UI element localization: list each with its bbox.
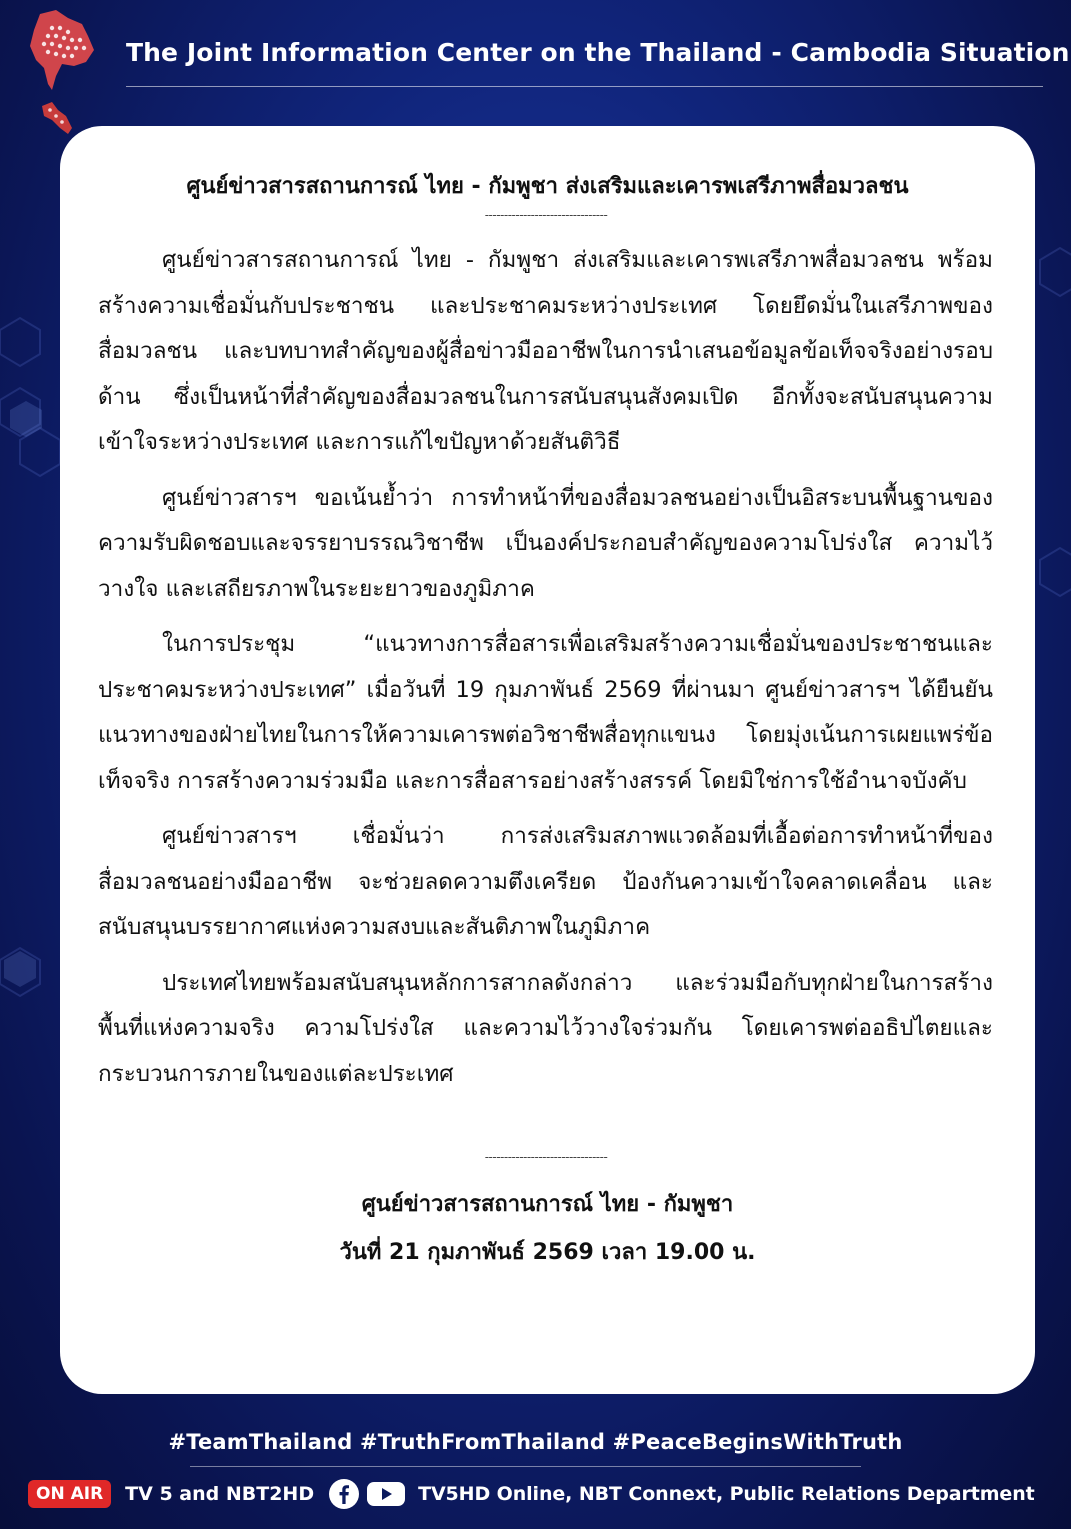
header-divider bbox=[126, 86, 1043, 87]
youtube-icon[interactable] bbox=[366, 1478, 406, 1510]
online-platforms: TV5HD Online, NBT Connext, Public Relations Department bbox=[418, 1483, 1035, 1505]
on-air-badge: ON AIR bbox=[28, 1480, 111, 1508]
tv-channels: TV 5 and NBT2HD bbox=[125, 1483, 315, 1505]
signature-name: ศูนย์ข่าวสารสถานการณ์ ไทย - กัมพูชา bbox=[361, 1192, 734, 1217]
thailand-map-logo-icon bbox=[22, 6, 102, 141]
paragraph-2: ศูนย์ข่าวสารฯ ขอเน้นย้ำว่า การทำหน้าที่ของสื่อมวลชนอย่างเป็นอิสระบนพื้นฐานของความรับผิดชอบและจรรยาบรรณวิชาชีพ เป็นองค์ประกอบสำคัญของความโปร่งใส ความไว้วางใจ และเสถียรภาพในระยะยาวของภูมิภาค bbox=[98, 484, 993, 602]
document-body bbox=[98, 238, 993, 1107]
hashtags: #TeamThailand #TruthFromThailand #PeaceBeginsWithTruth bbox=[168, 1430, 903, 1454]
statement-card bbox=[60, 126, 1035, 1394]
document-title: ศูนย์ข่าวสารสถานการณ์ ไทย - กัมพูชา ส่งเสริมและเคารพเสรีภาพสื่อมวลชน bbox=[186, 174, 909, 199]
paragraph-1: ศูนย์ข่าวสารสถานการณ์ ไทย - กัมพูชา ส่งเสริมและเคารพเสรีภาพสื่อมวลชน พร้อมสร้างความเชื่อมั่นกับประชาชน และประชาคมระหว่างประเทศ โดยยึดมั่นในเสรีภาพของสื่อมวลชน และบทบาทสำคัญของผู้สื่อข่าวมืออาชีพในการนำเสนอข้อมูลข้อเท็จจริงอย่างรอบด้าน ซึ่งเป็นหน้าที่สำคัญของสื่อมวลชนในการสนับสนุนสังคมเปิด อีกทั้งจะสนับสนุนความเข้าใจระหว่างประเทศ และการแก้ไขปัญหาด้วยสันติวิธี bbox=[98, 247, 993, 455]
signature-separator: -------------------------------- bbox=[484, 1150, 608, 1164]
signature-block bbox=[60, 1181, 1035, 1277]
broadcast-footer bbox=[28, 1476, 1041, 1512]
paragraph-4: ศูนย์ข่าวสารฯ เชื่อมั่นว่า การส่งเสริมสภาพแวดล้อมที่เอื้อต่อการทำหน้าที่ของสื่อมวลชนอย่างมืออาชีพ จะช่วยลดความตึงเครียด ป้องกันความเข้าใจคลาดเคลื่อน และสนับสนุนบรรยากาศแห่งความสงบและสันติภาพในภูมิภาค bbox=[98, 823, 993, 940]
signature-date: วันที่ 21 กุมภาพันธ์ 2569 เวลา 19.00 น. bbox=[339, 1240, 756, 1265]
paragraph-5: ประเทศไทยพร้อมสนับสนุนหลักการสากลดังกล่าว และร่วมมือกับทุกฝ่ายในการสร้างพื้นที่แห่งความจริง ความโปร่งใส และความไว้วางใจร่วมกัน โดยเคารพต่ออธิปไตยและกระบวนการภายในของแต่ละประเทศ bbox=[98, 969, 993, 1087]
paragraph-3: ในการประชุม “แนวทางการสื่อสารเพื่อเสริมสร้างความเชื่อมั่นของประชาชนและประชาคมระหว่างประเทศ” เมื่อวันที่ 19 กุมภาพันธ์ 2569 ที่ผ่านมา ศูนย์ข่าวสารฯ ได้ยืนยันแนวทางของฝ่ายไทยในการให้ความเคารพต่อวิชาชีพสื่อทุกแขนง โดยมุ่งเน้นการเผยแพร่ข้อเท็จจริง การสร้างความร่วมมือ และการสื่อสารอย่างสร้างสรรค์ โดยมิใช่การใช้อำนาจบังคับ bbox=[98, 631, 993, 794]
title-separator: -------------------------------- bbox=[484, 208, 608, 222]
footer-divider bbox=[190, 1466, 861, 1467]
facebook-icon[interactable] bbox=[328, 1478, 360, 1510]
header-title: The Joint Information Center on the Thailand - Cambodia Situation bbox=[126, 38, 1070, 67]
